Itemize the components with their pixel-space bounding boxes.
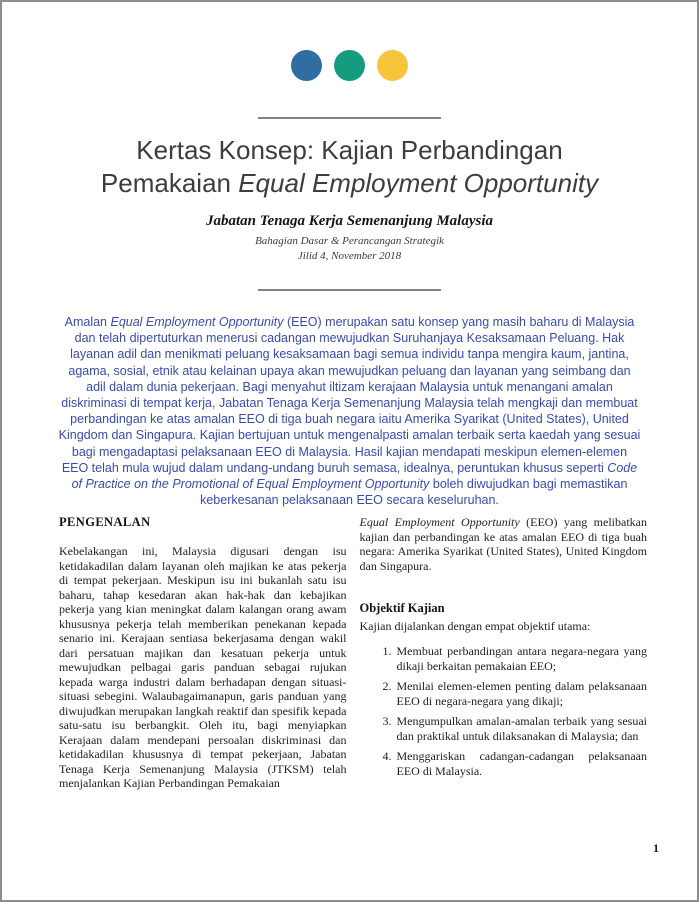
two-column-body xyxy=(2,515,697,791)
page-title-line2: Pemakaian Equal Employment Opportunity xyxy=(100,168,599,198)
objectives-heading: Objektif Kajian xyxy=(359,601,445,616)
logo-dots xyxy=(2,50,697,81)
page-number: 1 xyxy=(653,841,659,855)
objective-item: 4. Menggariskan cadangan-cadangan pelaksanaan EEO di Malaysia. xyxy=(395,749,648,779)
objective-item: 1. Membuat perbandingan antara negara-negara yang dikaji berkaitan pemakaian EEO; xyxy=(395,644,648,674)
yellow-dot-icon xyxy=(377,50,408,81)
department-line: Bahagian Dasar & Perancangan Strategik xyxy=(255,235,444,247)
introduction-heading: PENGENALAN xyxy=(59,515,151,530)
objectives-lead: Kajian dijalankan dengan empat objektif utama: xyxy=(359,619,591,634)
abstract-paragraph: Amalan Equal Employment Opportunity (EEO) merupakan satu konsep yang masih baharu di Malaysia dan telah dipertuturkan menerusi cadangan mewujudkan Suruhanjaya Kesaksamaan Peluang. Hak layanan adil dan menikmati peluang kesaksamaan bagi semua individu tanpa mengira kaum, jantina, agama, sosial, etnik atau kelainan upaya akan mewujudkan peluang dan layanan yang seimbang dan adil dalam dunia pekerjaan. Bagi menyahut iltizam kerajaan Malaysia untuk menangani amalan diskriminasi di tempat kerja, Jabatan Tenaga Kerja Semenanjung Malaysia telah mengkaji dan membuat perbandingan ke atas amalan EEO di tiga buah negara iaitu Amerika Syarikat (United States), United Kingdom dan Singapura. Kajian bertujuan untuk mengenalpasti amalan terbaik serta kaedah yang sesuai bagi mengadaptasi pelaksanaan EEO di Malaysia. Hasil kajian mendapati meskipun elemen-elemen EEO telah mula wujud dalam undang-undang buruh semasa, idealnya, peruntukan khusus seperti Code of Practice on the Promotional of Equal Employment Opportunity boleh diwujudkan bagi memastikan keberkesanan pelaksanaan EEO secara keseluruhan. xyxy=(58,315,641,508)
top-divider xyxy=(258,117,441,119)
objectives-list xyxy=(360,644,648,779)
author-byline: Jabatan Tenaga Kerja Semenanjung Malaysia xyxy=(206,213,493,229)
page-title-line1: Kertas Konsep: Kajian Perbandingan xyxy=(136,135,563,165)
blue-dot-icon xyxy=(291,50,322,81)
introduction-continuation: Equal Employment Opportunity (EEO) yang melibatkan kajian dan perbandingan ke atas amalan EEO di tiga buah negara: Amerika Syarikat (United States), United Kingdom dan Singapura. xyxy=(359,515,647,573)
edition-line: Jilid 4, November 2018 xyxy=(297,250,402,262)
objective-item: 2. Menilai elemen-elemen penting dalam pelaksanaan EEO di negara-negara yang dikaji; xyxy=(395,679,648,709)
bottom-divider xyxy=(258,289,441,291)
page-title xyxy=(2,134,697,200)
introduction-paragraph: Kebelakangan ini, Malaysia digusari dengan isu ketidakadilan dalam layanan oleh majikan ke atas pekerja di tempat pekerjaan. Meskipun isu ini bukanlah satu isu baharu, tahap kesedaran akan hak-hak dan kebajikan pekerja yang kian meningkat dalam kalangan orang awam khususnya pekerja telah memberikan penekanan kepada senario ini. Kerajaan sentiasa bekerjasama dengan wakil dari persatuan majikan dan kesatuan pekerja untuk mewujudkan pelbagai garis panduan sebagai rujukan kepada warga industri dalam berhadapan dengan situasi-situasi sebegini. Walaubagaimanapun, garis panduan yang diwujudkan merupakan langkah reaktif dan spesifik kepada satu-satu isu berbangkit. Oleh itu, bagi menyiapkan Kerajaan dalam mendepani persoalan diskriminasi dan ketidakadilan khususnya di tempat pekerjaan, Jabatan Tenaga Kerja Semenanjung Malaysia (JTKSM) telah menjalankan Kajian Perbandingan Pemakaian xyxy=(59,544,347,791)
right-column xyxy=(360,515,648,791)
green-dot-icon xyxy=(334,50,365,81)
objective-item: 3. Mengumpulkan amalan-amalan terbaik yang sesuai dan praktikal untuk dilaksanakan di Malaysia; dan xyxy=(395,714,648,744)
left-column xyxy=(59,515,347,791)
